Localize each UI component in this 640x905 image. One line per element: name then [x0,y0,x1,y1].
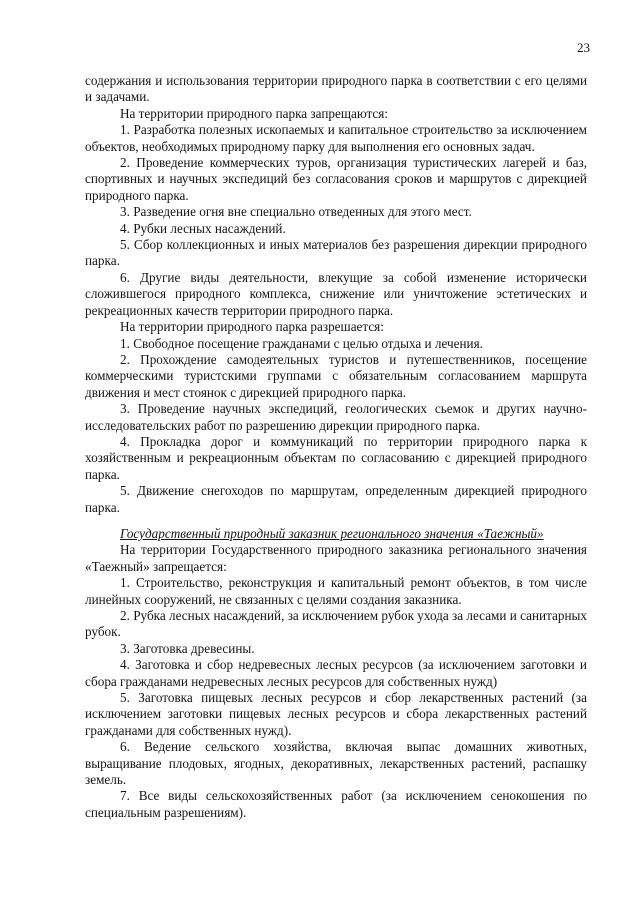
paragraph: 4. Рубки лесных насаждений. [120,220,286,236]
paragraph: 1. Разработка полезных ископаемых и капитальное строительство за исключением объектов, необходимых природному парку для выполнения его основных задач. [85,122,587,154]
paragraph: 7. Все виды сельскохозяйственных работ (за исключением сенокошения по специальным разрешениям). [85,788,587,820]
paragraph: 4. Прокладка дорог и коммуникаций по территории природного парка к хозяйственным и рекреационным объектам по согласованию с дирекцией природного парка. [85,433,587,482]
spacer [85,516,587,526]
section-heading: Государственный природный заказник регионального значения «Таежный» [120,525,544,541]
paragraph: 3. Разведение огня вне специально отведенных для этого мест. [120,204,472,220]
paragraph: 5. Сбор коллекционных и иных материалов без разрешения дирекции природного парка. [85,237,587,269]
paragraph: 1. Свободное посещение гражданами с целью отдыха и лечения. [120,335,483,351]
paragraph: 2. Проведение коммерческих туров, организация туристических лагерей и баз, спортивных и научных экспедиций без согласования сроков и маршрутов с дирекцией природного парка. [85,155,587,203]
paragraph: 3. Проведение научных экспедиций, геологических сьемок и других научно-исследовательских работ по разрешению дирекции природного парка. [85,401,587,433]
paragraph: 2. Рубка лесных насаждений, за исключением рубок ухода за лесами и санитарных рубок. [85,608,587,640]
paragraph: содержания и использования территории природного парка в соответствии с его целями и задачами. [85,73,587,105]
page-number: 23 [577,40,590,55]
document-body [85,73,587,821]
paragraph: 3. Заготовка древесины. [120,640,255,656]
paragraph: 5. Заготовка пищевых лесных ресурсов и сбор лекарственных растений (за исключением заготовки пищевых лесных ресурсов и сбора лекарственных растений гражданами для собственных нужд). [85,690,587,738]
paragraph: На территории Государственного природного заказника регионального значения «Таежный» запрещается: [85,542,587,574]
paragraph: 4. Заготовка и сбор недревесных лесных ресурсов (за исключением заготовки и сбора гражданами недревесных лесных ресурсов для собственных нужд) [85,657,587,689]
paragraph: 2. Прохождение самодеятельных туристов и путешественников, посещение коммерческими туристскими группами с обязательным согласованием маршрута движения и мест стоянок с дирекцией природного парка. [85,351,587,400]
paragraph: 1. Строительство, реконструкция и капитальный ремонт объектов, в том числе линейных сооружений, не связанных с целями создания заказника. [85,575,587,607]
paragraph: На территории природного парка разрешается: [120,319,384,335]
paragraph: На территории природного парка запрещаются: [120,105,389,121]
paragraph: 6. Другие виды деятельности, влекущие за собой изменение исторически сложившегося природного комплекса, снижение или уничтожение эстетических и рекреационных качеств территории природного парка. [85,269,587,318]
paragraph: 6. Ведение сельского хозяйства, включая выпас домашних животных, выращивание плодовых, ягодных, декоративных, лекарственных растений, распашку земель. [85,739,587,788]
paragraph: 5. Движение снегоходов по маршрутам, определенным дирекцией природного парка. [85,483,587,515]
